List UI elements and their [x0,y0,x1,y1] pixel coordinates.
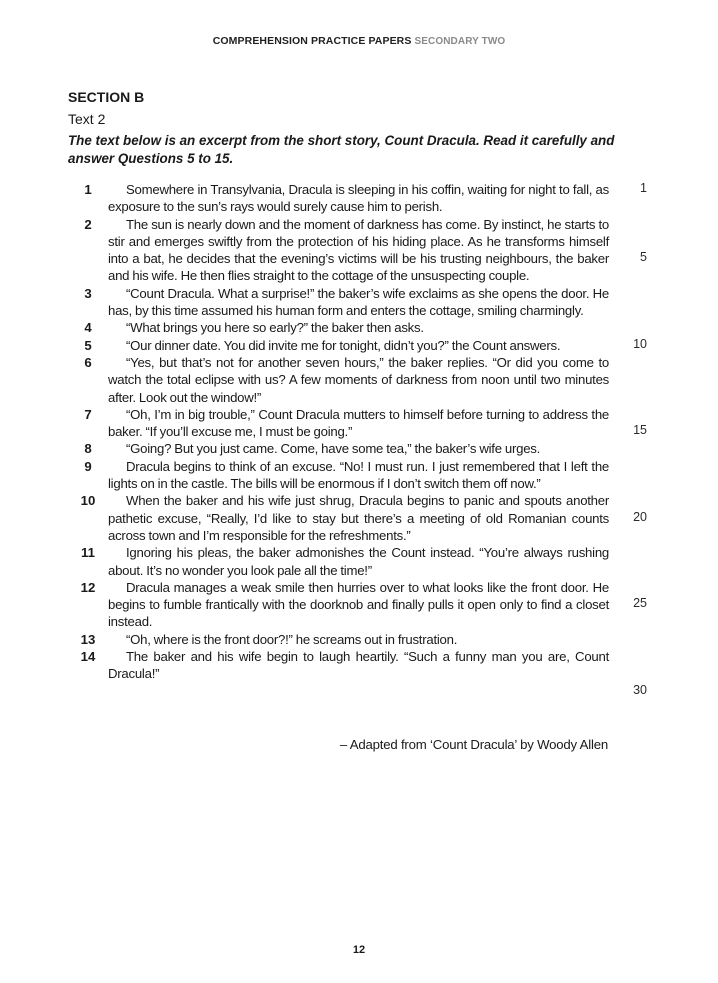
paragraph-number: 13 [80,631,96,647]
paragraph-text: “Yes, but that’s not for another seven hours,” the baker replies. “Or did you come to watch the total eclipse with us? A few moments of darkness from noon until two minutes after. Look out the window!” [108,354,609,405]
paragraph-text: “Our dinner date. You did invite me for tonight, didn’t you?” the Count answers. [126,337,561,353]
paragraph-number: 9 [84,458,92,474]
paragraph-number: 11 [81,545,95,561]
attribution: – Adapted from ‘Count Dracula’ by Woody Allen [339,737,608,752]
paragraph [68,458,648,493]
paragraph-number: 12 [80,579,96,595]
paragraph-text: “Count Dracula. What a surprise!” the baker’s wife exclaims as she opens the door. He has, by this time assumed his human form and enters the cottage, smiling charmingly. [108,285,609,319]
paragraph [68,492,648,544]
paragraph-text: The sun is nearly down and the moment of darkness has come. By instinct, he starts to stir and emerges swiftly from the protection of his hiding place. As he transforms himself into a bat, he decides that the evening’s victims will be his trusting neighbours, the baker and his wife. He then flies straight to the cottage of the unsuspecting couple. [108,216,609,284]
margin-line-number: 30 [633,682,647,697]
paragraph-number: 5 [84,337,92,353]
paragraph [68,631,648,648]
paragraph-number: 14 [80,649,96,665]
paragraph-text: “Going? But you just came. Come, have some tea,” the baker’s wife urges. [126,441,541,457]
paragraph-text: Ignoring his pleas, the baker admonishes the Count instead. “You’re always rushing about. It’s no wonder you look pale all the time!” [108,545,609,578]
running-header [0,35,718,47]
paragraph-text: When the baker and his wife just shrug, Dracula begins to panic and spouts another pathetic excuse, “Really, I’d like to stay but there’s a meeting of old Romanian counts across town and I’m responsible for the refreshments.” [108,493,609,543]
paragraph [68,648,648,683]
paragraph [68,406,648,441]
margin-line-number: 25 [633,596,647,611]
text-label: Text 2 [68,111,106,127]
paragraph-number: 8 [84,441,92,457]
margin-line-number: 5 [640,250,647,265]
paragraph-text: “Oh, where is the front door?!” he screams out in frustration. [126,631,458,647]
paragraph [68,354,648,406]
paragraph-number: 10 [80,493,96,509]
paragraph-number: 1 [84,182,92,197]
paragraph-text: The baker and his wife begin to laugh heartily. “Such a funny man you are, Count Dracula!” [108,649,609,682]
paragraph-number: 2 [84,216,92,232]
paragraph-text: Somewhere in Transylvania, Dracula is sleeping in his coffin, waiting for night to fall, as exposure to the sun’s rays would surely cause him to perish. [108,182,609,215]
paragraph-text: Dracula manages a weak smile then hurries over to what looks like the front door. He begins to fumble frantically with the doorknob and finally pulls it open only to find a closet instead. [108,579,609,630]
paragraph [68,337,648,354]
paragraph [68,544,648,579]
paragraph-number: 6 [84,354,92,370]
margin-line-number: 15 [633,423,647,438]
instructions: The text below is an excerpt from the short story, Count Dracula. Read it carefully and answer Questions 5 to 15. [68,133,615,166]
margin-line-number: 10 [633,336,647,351]
margin-line-number: 1 [640,181,647,195]
paragraph [68,216,648,285]
paragraph [68,285,648,320]
paragraph-text: Dracula begins to think of an excuse. “No! I must run. I just remembered that I left the lights on in the castle. The bills will be enormous if I don’t switch them off now.” [108,458,609,492]
paragraph [68,319,648,336]
header-subtitle: SECONDARY TWO [414,36,506,47]
paragraph-text: “What brings you here so early?” the baker then asks. [126,320,424,336]
paragraph [68,181,648,216]
header-title: COMPREHENSION PRACTICE PAPERS [212,35,412,47]
passage [68,181,648,697]
page-number: 12 [352,944,366,956]
paragraph [68,579,648,631]
paragraph-number: 4 [84,320,92,336]
paragraph-number: 3 [84,285,92,301]
section-title: SECTION B [68,89,145,105]
paragraph [68,440,648,457]
paragraph-number: 7 [84,406,92,422]
paragraph-text: “Oh, I’m in big trouble,” Count Dracula mutters to himself before turning to address the baker. “If you’ll excuse me, I must be going.” [108,406,609,440]
margin-line-number: 20 [633,509,647,524]
